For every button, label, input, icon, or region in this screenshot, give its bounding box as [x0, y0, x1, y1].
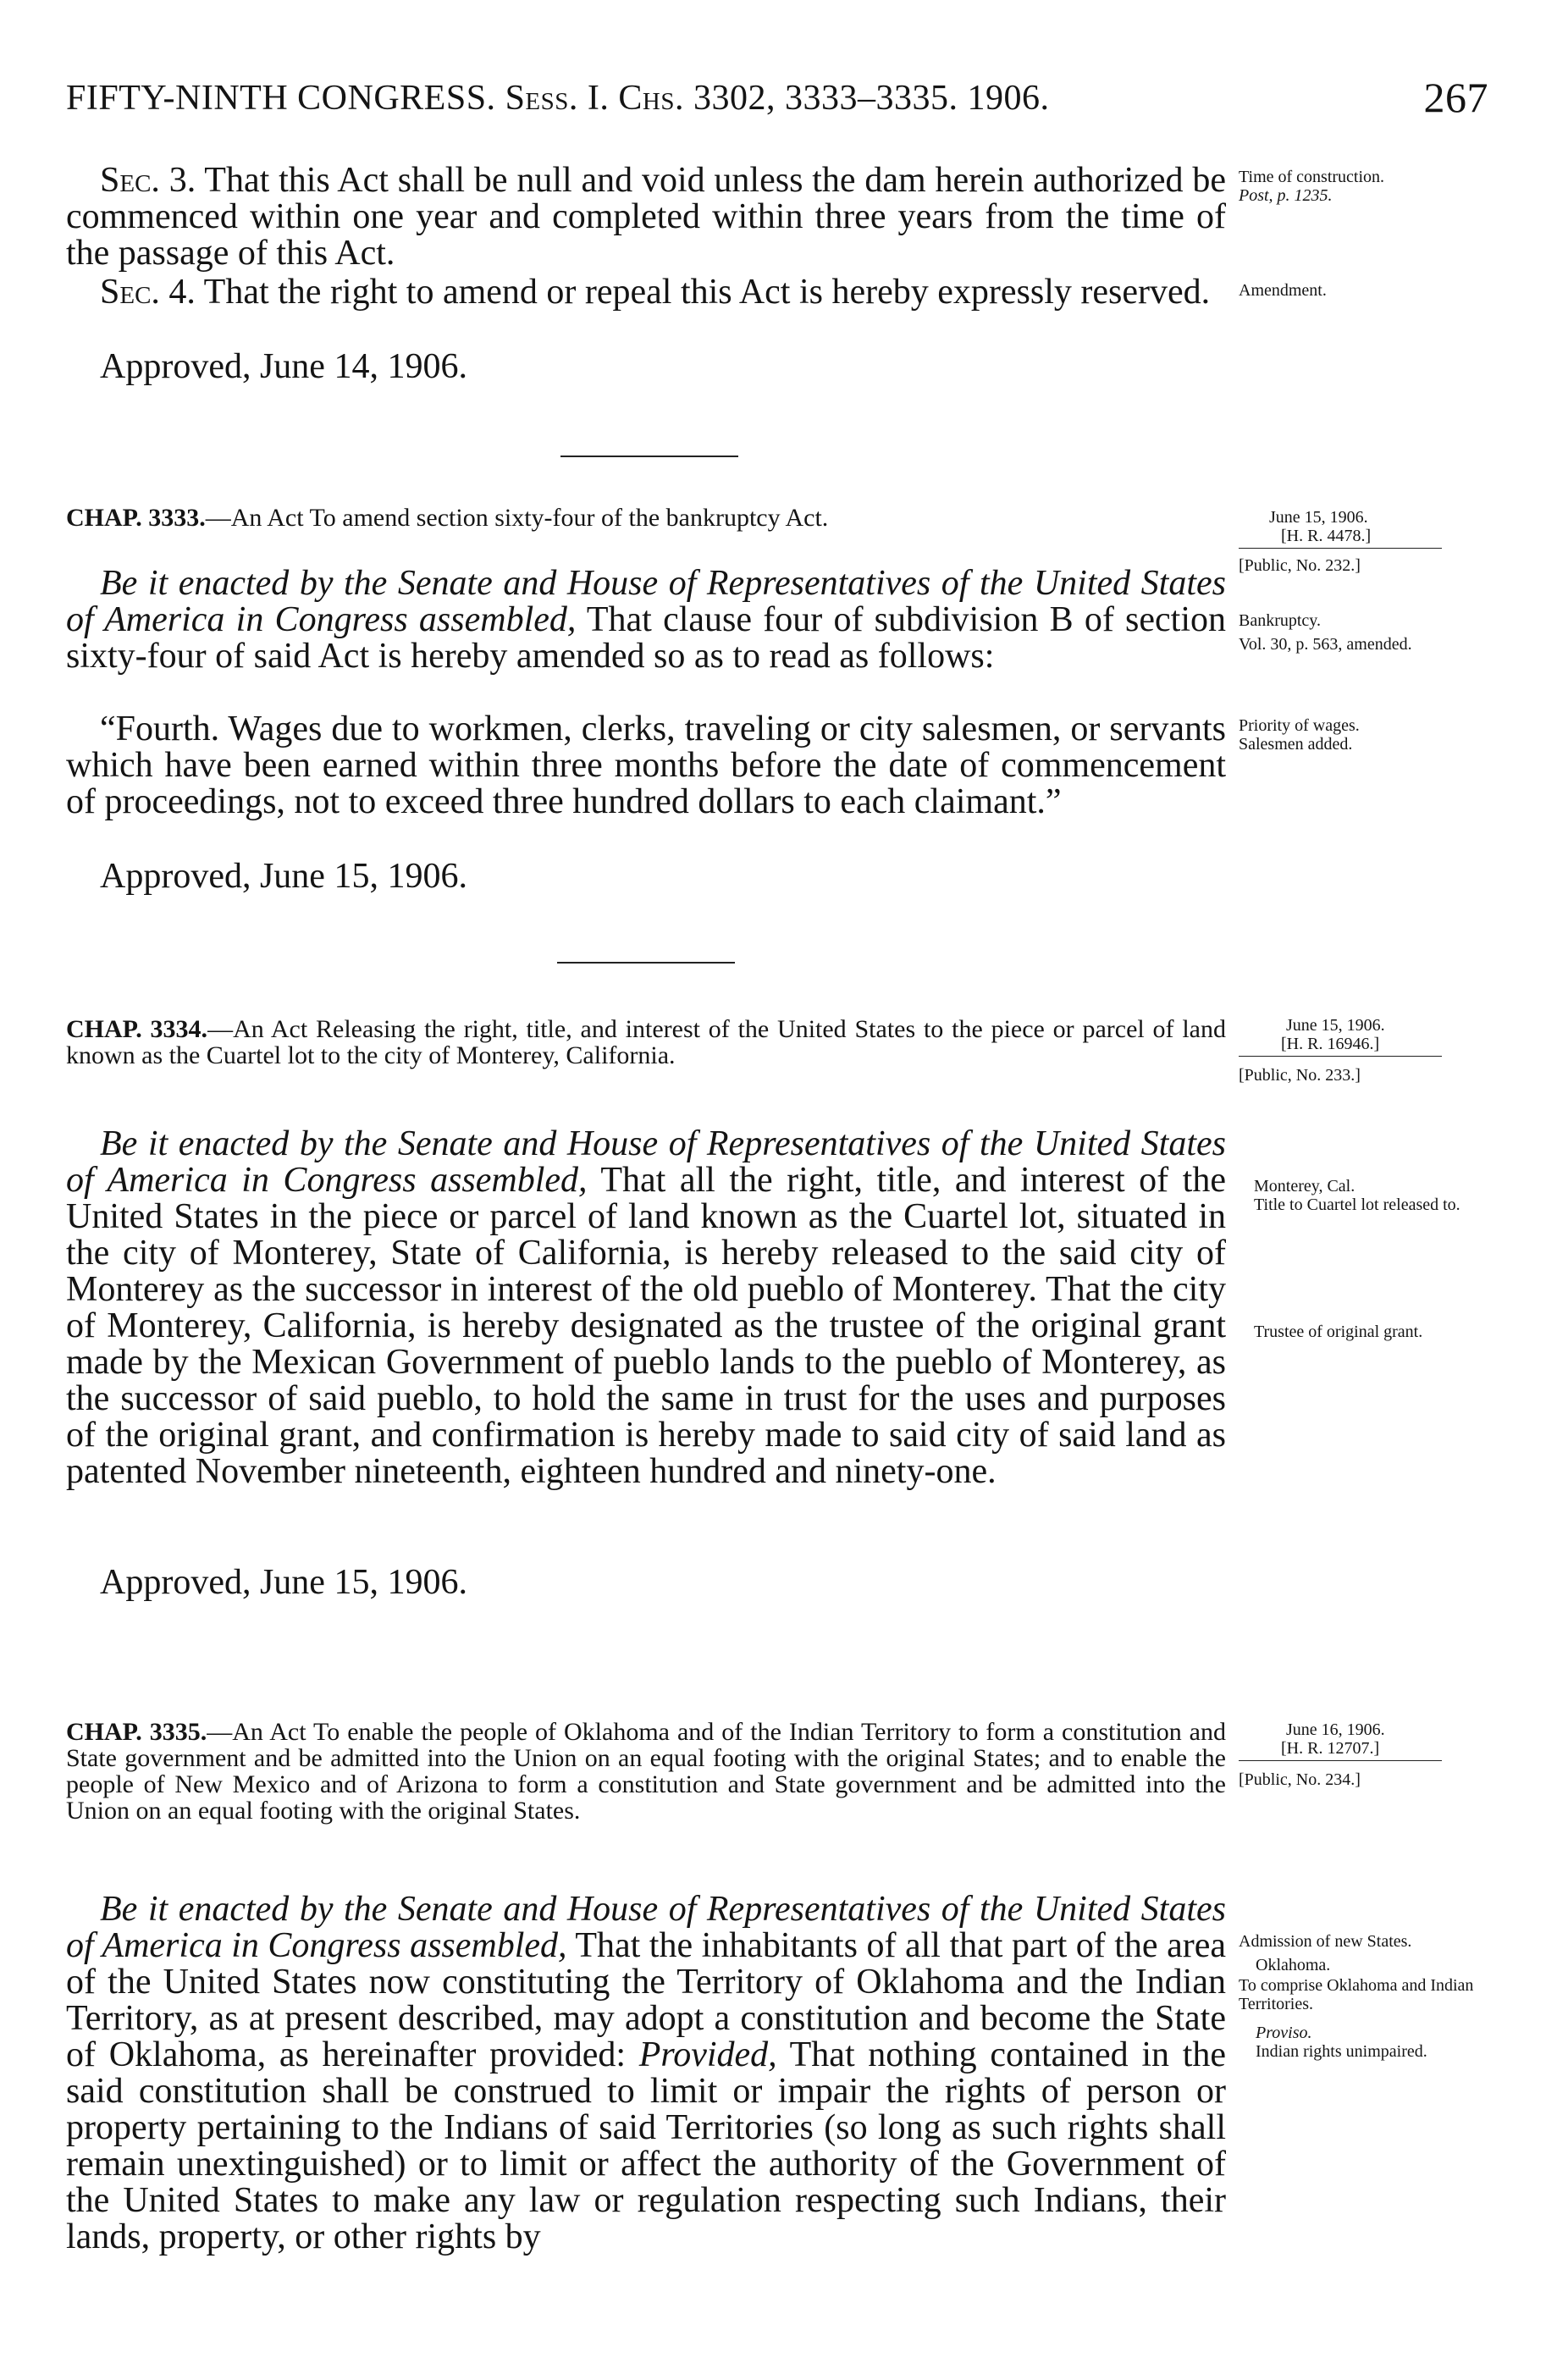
divider-1 [560, 456, 738, 457]
chap-3335-text-2: That nothing contained in the said constitution shall be construed to limit or impair the rights of person or property pertaining to the Indians of said Territories (so long as such rights shall remain unextinguished) or to limit or affect the authority of the Government of the United States to make any law or regulation respecting such Indians, their lands, property, or other rights by [66, 2035, 1226, 2256]
chap-3333-enacting: Be it enacted by the Senate and House of Representatives of the United States of America in Congress assembled, [66, 564, 1226, 639]
chap-3333-bill: [H. R. 4478.] [1281, 527, 1372, 545]
margin-sec3-1: Time of construction. [1239, 168, 1385, 186]
chap-3335-side-rule [1239, 1760, 1442, 1761]
chap-3333-date: June 15, 1906. [1269, 508, 1368, 527]
chap-3335-title-text: —An Act To enable the people of Oklahoma and of the Indian Territory to form a constitution and State government and be admitted into the Union on an equal footing with the original States; and to enable the people of New Mexico and of Arizona to form a constitution and State government and be admitted into the Union on an equal footing with the original States. [66, 1718, 1226, 1825]
approved-june-14: Approved, June 14, 1906. [100, 347, 467, 386]
chap-3335-body [66, 1891, 1226, 2256]
chap-3334-label: CHAP. 3334. [66, 1015, 208, 1043]
margin-notes-3333-b [1239, 716, 1493, 754]
margin-3335-4: Proviso. [1256, 2024, 1312, 2042]
margin-3333-2: Vol. 30, p. 563, amended. [1239, 635, 1412, 654]
running-header [66, 74, 1488, 121]
chap-3335-date: June 16, 1906. [1286, 1720, 1385, 1739]
margin-3333-1: Bankruptcy. [1239, 611, 1322, 630]
chap-3335-text-1: That the inhabitants of all that part of the area of the United States now constituting the Territory of Oklahoma and the Indian Territory, as at present described, may adopt a constitution and become the State of Oklahoma, as hereinafter provided: [66, 1926, 1227, 2074]
chap-3334-text: That all the right, title, and interest of the United States in the piece or parcel of land known as the Cuartel lot, situated in the city of Monterey, State of California, is hereby released to the said city of Monterey as the successor in interest of the old pueblo of Monterey. That the city of Monterey, California, is hereby designated as the trustee of the original grant made by the Mexican Government of pueblo lands to the pueblo of Monterey, as the successor of said pueblo, to hold the same in trust for the uses and purposes of the original grant, and confirmation is hereby made to said city of said land as patented November nineteenth, eighteen hundred and ninety-one. [66, 1161, 1226, 1491]
section-3-label: Sec. 3. [100, 161, 196, 200]
margin-3334-1: Monterey, Cal. [1254, 1177, 1355, 1196]
chap-3335-proviso: Provided, [638, 2035, 777, 2074]
chap-3333-body [66, 566, 1226, 675]
header-year: 1906. [967, 79, 1050, 118]
margin-3334-2: Title to Cuartel lot released to. [1254, 1196, 1460, 1214]
margin-3333-3: Priority of wages. [1239, 716, 1360, 735]
chap-3334-date: June 15, 1906. [1286, 1016, 1385, 1035]
chap-3333-title-text: —An Act To amend section sixty-four of the bankruptcy Act. [205, 504, 829, 532]
chap-3335-enacting: Be it enacted by the Senate and House of Representatives of the United States of America in Congress assembled, [66, 1890, 1226, 1965]
margin-3335-3: To comprise Oklahoma and Indian Territories. [1239, 1976, 1474, 2013]
margin-notes-3335 [1239, 1932, 1493, 2061]
chap-3333-label: CHAP. 3333. [66, 504, 206, 532]
chap-3334-bill: [H. R. 16946.] [1281, 1035, 1380, 1053]
chap-3333-side-rule [1239, 548, 1442, 549]
chap-3335-title [66, 1719, 1226, 1824]
chap-3334-body [66, 1126, 1226, 1490]
chap-3335-dates [1239, 1720, 1493, 1789]
chap-3335-bill: [H. R. 12707.] [1281, 1739, 1380, 1758]
margin-3335-5: Indian rights unimpaired. [1256, 2042, 1427, 2061]
section-3-text: That this Act shall be null and void unless the dam herein authorized be commenced within one year and completed within three years from the time of the passage of this Act. [66, 161, 1226, 273]
margin-note-sec4 [1239, 281, 1493, 300]
divider-2 [557, 962, 735, 964]
section-4-text: That the right to amend or repeal this Act is hereby expressly reserved. [203, 273, 1211, 312]
chap-3334-side-rule [1239, 1056, 1442, 1057]
chap-3334-title-text: —An Act Releasing the right, title, and interest of the United States to the piece or parcel of land known as the Cuartel lot to the city of Monterey, California. [66, 1015, 1227, 1069]
margin-notes-3334-b [1239, 1323, 1493, 1341]
page-number: 267 [1423, 74, 1488, 121]
margin-3335-1: Admission of new States. [1239, 1932, 1412, 1951]
chap-3334-enacting: Be it enacted by the Senate and House of Representatives of the United States of America in Congress assembled, [66, 1124, 1226, 1200]
chap-3335-public: [Public, No. 234.] [1239, 1770, 1361, 1789]
chap-3333-public: [Public, No. 232.] [1239, 556, 1361, 575]
chap-3335-label: CHAP. 3335. [66, 1718, 207, 1746]
section-4-label: Sec. 4. [100, 273, 196, 312]
margin-notes-3333-a [1239, 611, 1493, 654]
margin-sec3-2: Post, p. 1235. [1239, 186, 1333, 205]
approved-3333: Approved, June 15, 1906. [100, 857, 467, 896]
margin-3335-2: Oklahoma. [1256, 1956, 1331, 1974]
chap-3333-title [66, 505, 1226, 531]
margin-note-sec3 [1239, 168, 1493, 205]
chap-3334-title [66, 1016, 1226, 1069]
margin-3334-3: Trustee of original grant. [1254, 1323, 1423, 1341]
margin-3333-4: Salesmen added. [1239, 735, 1353, 754]
approved-3334: Approved, June 15, 1906. [100, 1563, 467, 1602]
header-congress: FIFTY-NINTH CONGRESS. [66, 79, 496, 118]
chap-3333-dates [1239, 508, 1493, 575]
chap-3334-public: [Public, No. 233.] [1239, 1066, 1361, 1085]
margin-notes-3334-a [1239, 1177, 1493, 1214]
chap-3333-quote: “Fourth. Wages due to workmen, clerks, traveling or city salesmen, or servants which have been earned within three months before the date of commencement of proceedings, not to exceed three hundred dollars to each claimant.” [66, 710, 1226, 821]
section-4 [66, 274, 1226, 311]
header-chapters: Chs. 3302, 3333–3335. [618, 79, 958, 118]
chap-3333-text: That clause four of subdivision B of section sixty-four of said Act is hereby amended so as to read as follows: [66, 600, 1227, 676]
section-3 [66, 163, 1226, 272]
header-session: Sess. I. [505, 79, 610, 118]
margin-sec4-1: Amendment. [1239, 281, 1327, 300]
chap-3334-dates [1239, 1016, 1493, 1085]
